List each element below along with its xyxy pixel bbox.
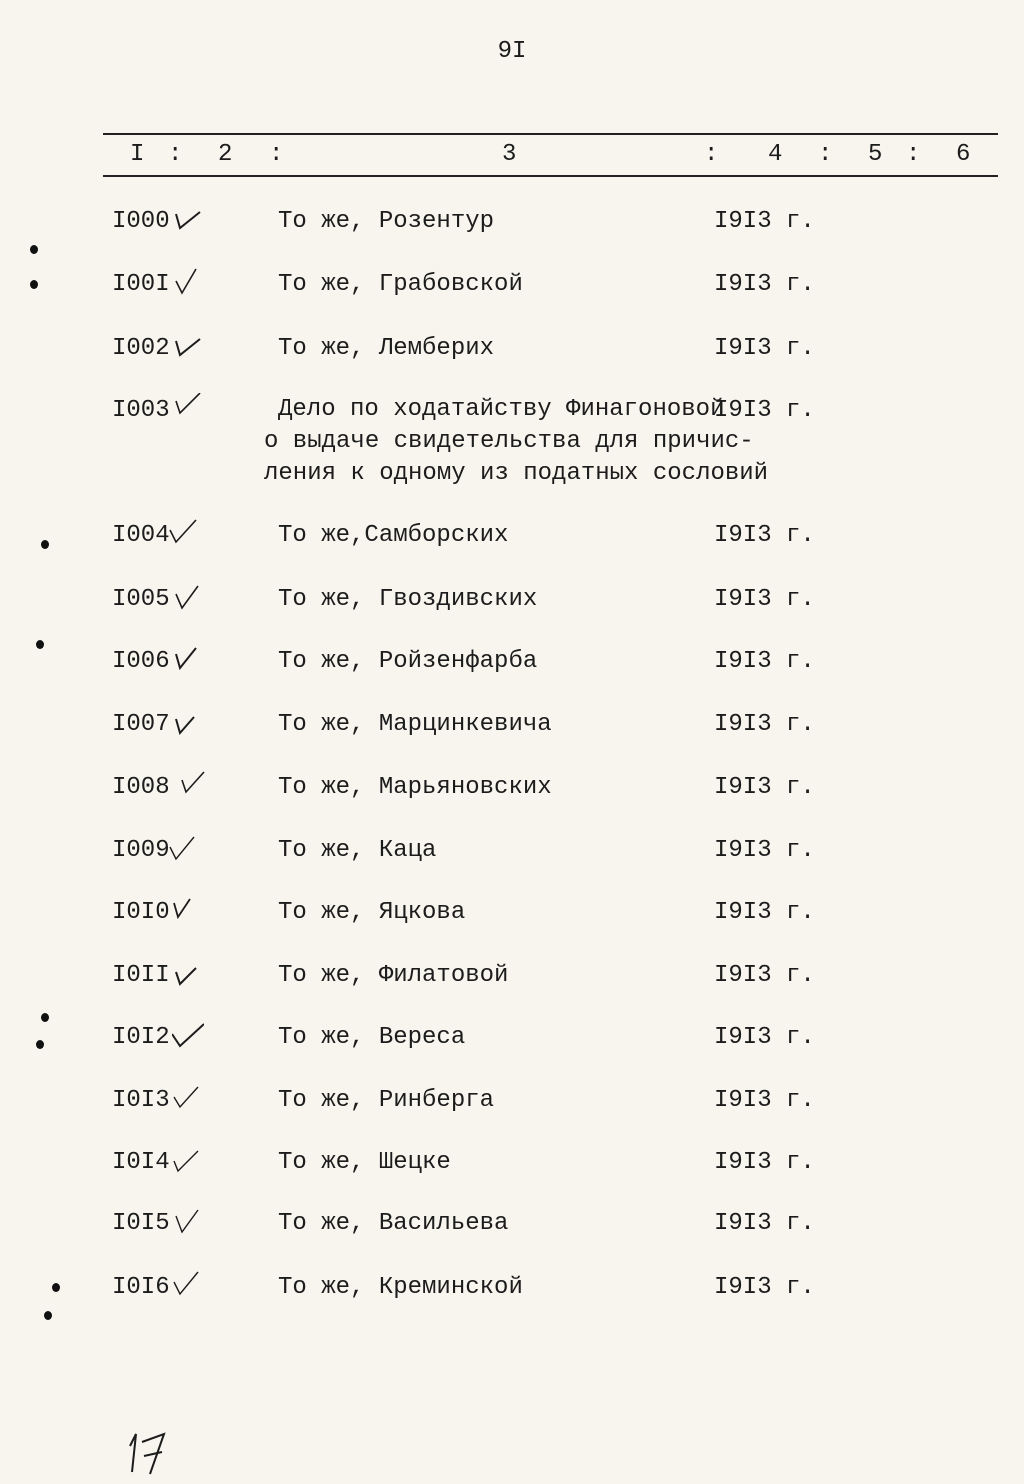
row-title: То же, Марьяновских <box>278 774 552 801</box>
row-year: I9I3 г. <box>714 1210 815 1237</box>
checkmark-icon <box>178 770 210 800</box>
row-number: I007 <box>112 711 170 738</box>
row-title-line: о выдаче свидетельства для причис- <box>264 428 754 455</box>
table-row <box>0 648 1024 688</box>
row-year: I9I3 г. <box>714 1087 815 1114</box>
punch-hole-mark <box>36 1040 44 1049</box>
page-number: 9I <box>497 38 527 65</box>
row-year: I9I3 г. <box>714 774 815 801</box>
row-number: I00I <box>112 271 170 298</box>
table-row <box>0 522 1024 562</box>
table-row <box>0 586 1024 626</box>
checkmark-icon <box>172 895 204 925</box>
row-year: I9I3 г. <box>714 208 815 235</box>
table-row <box>0 1087 1024 1127</box>
header-col2: 2 <box>218 141 233 168</box>
row-title: То же,Самборских <box>278 522 509 549</box>
checkmark-icon <box>172 267 204 297</box>
row-year: I9I3 г. <box>714 271 815 298</box>
checkmark-icon <box>172 958 204 988</box>
row-title: То же, Каца <box>278 837 437 864</box>
row-title: То же, Васильева <box>278 1210 509 1237</box>
row-number: I006 <box>112 648 170 675</box>
row-year: I9I3 г. <box>714 962 815 989</box>
row-title: То же, Гвоздивских <box>278 586 538 613</box>
row-number: I002 <box>112 335 170 362</box>
punch-hole-mark <box>41 540 49 549</box>
checkmark-icon <box>172 393 204 423</box>
table-row <box>0 899 1024 939</box>
punch-hole-mark <box>52 1283 60 1292</box>
row-year: I9I3 г. <box>714 522 815 549</box>
row-number: I009 <box>112 837 170 864</box>
header-col4: 4 <box>768 141 783 168</box>
row-title: То же, Шецке <box>278 1149 451 1176</box>
table-row <box>0 962 1024 1002</box>
checkmark-icon <box>172 1020 204 1050</box>
header-rule-bottom <box>103 175 998 177</box>
row-number: I000 <box>112 208 170 235</box>
table-row <box>0 711 1024 751</box>
table-row <box>0 1274 1024 1314</box>
row-title: То же, Вереса <box>278 1024 466 1051</box>
row-number: I003 <box>112 397 170 424</box>
header-col5: 5 <box>868 141 883 168</box>
row-number: I0I0 <box>112 899 170 926</box>
row-number: I0I2 <box>112 1024 170 1051</box>
table-row <box>0 397 1024 497</box>
header-rule-top <box>103 133 998 135</box>
row-number: I0II <box>112 962 170 989</box>
row-number: I008 <box>112 774 170 801</box>
header-sep: : <box>269 141 284 168</box>
row-title: То же, Филатовой <box>278 962 509 989</box>
row-year: I9I3 г. <box>714 1274 815 1301</box>
punch-hole-mark <box>30 280 38 289</box>
row-year: I9I3 г. <box>714 648 815 675</box>
row-title: То же, Марцинкевича <box>278 711 552 738</box>
row-title: То же, Лемберих <box>278 335 495 362</box>
header-sep: : <box>704 141 719 168</box>
row-number: I0I6 <box>112 1274 170 1301</box>
punch-hole-mark <box>41 1013 49 1022</box>
row-number: I004 <box>112 522 170 549</box>
row-title-line: Дело по ходатайству Финагоновой <box>278 396 725 423</box>
table-row <box>0 1149 1024 1189</box>
checkmark-icon <box>172 644 204 674</box>
checkmark-icon <box>172 1083 204 1113</box>
row-title-line: ления к одному из податных сословий <box>264 460 769 487</box>
checkmark-icon <box>172 1145 204 1175</box>
header-col6: 6 <box>956 141 971 168</box>
header-col1: I <box>130 141 145 168</box>
header-col3: 3 <box>502 141 517 168</box>
checkmark-icon <box>166 518 198 548</box>
checkmark-icon <box>172 204 204 234</box>
punch-hole-mark <box>36 640 44 649</box>
handwritten-note <box>122 1428 172 1478</box>
row-year: I9I3 г. <box>714 397 815 424</box>
header-sep: : <box>906 141 921 168</box>
checkmark-icon <box>166 833 198 863</box>
row-number: I005 <box>112 586 170 613</box>
checkmark-icon <box>172 1206 204 1236</box>
row-year: I9I3 г. <box>714 586 815 613</box>
row-title: То же, Ройзенфарба <box>278 648 538 675</box>
checkmark-icon <box>172 707 204 737</box>
table-row <box>0 837 1024 877</box>
row-year: I9I3 г. <box>714 335 815 362</box>
table-row <box>0 271 1024 311</box>
row-year: I9I3 г. <box>714 899 815 926</box>
row-title: То же, Ринберга <box>278 1087 495 1114</box>
row-title: То же, Креминской <box>278 1274 523 1301</box>
row-year: I9I3 г. <box>714 837 815 864</box>
row-title: То же, Розентур <box>278 208 495 235</box>
header-sep: : <box>818 141 833 168</box>
table-row <box>0 208 1024 248</box>
table-row <box>0 1024 1024 1064</box>
row-year: I9I3 г. <box>714 1024 815 1051</box>
row-number: I0I5 <box>112 1210 170 1237</box>
table-row <box>0 335 1024 375</box>
row-number: I0I4 <box>112 1149 170 1176</box>
row-title: То же, Грабовской <box>278 271 523 298</box>
table-row <box>0 1210 1024 1250</box>
checkmark-icon <box>172 1270 204 1300</box>
header-sep: : <box>168 141 183 168</box>
table-row <box>0 774 1024 814</box>
row-title: То же, Яцкова <box>278 899 466 926</box>
punch-hole-mark <box>30 245 38 254</box>
row-number: I0I3 <box>112 1087 170 1114</box>
punch-hole-mark <box>44 1311 52 1320</box>
checkmark-icon <box>172 582 204 612</box>
checkmark-icon <box>172 331 204 361</box>
row-year: I9I3 г. <box>714 711 815 738</box>
row-year: I9I3 г. <box>714 1149 815 1176</box>
